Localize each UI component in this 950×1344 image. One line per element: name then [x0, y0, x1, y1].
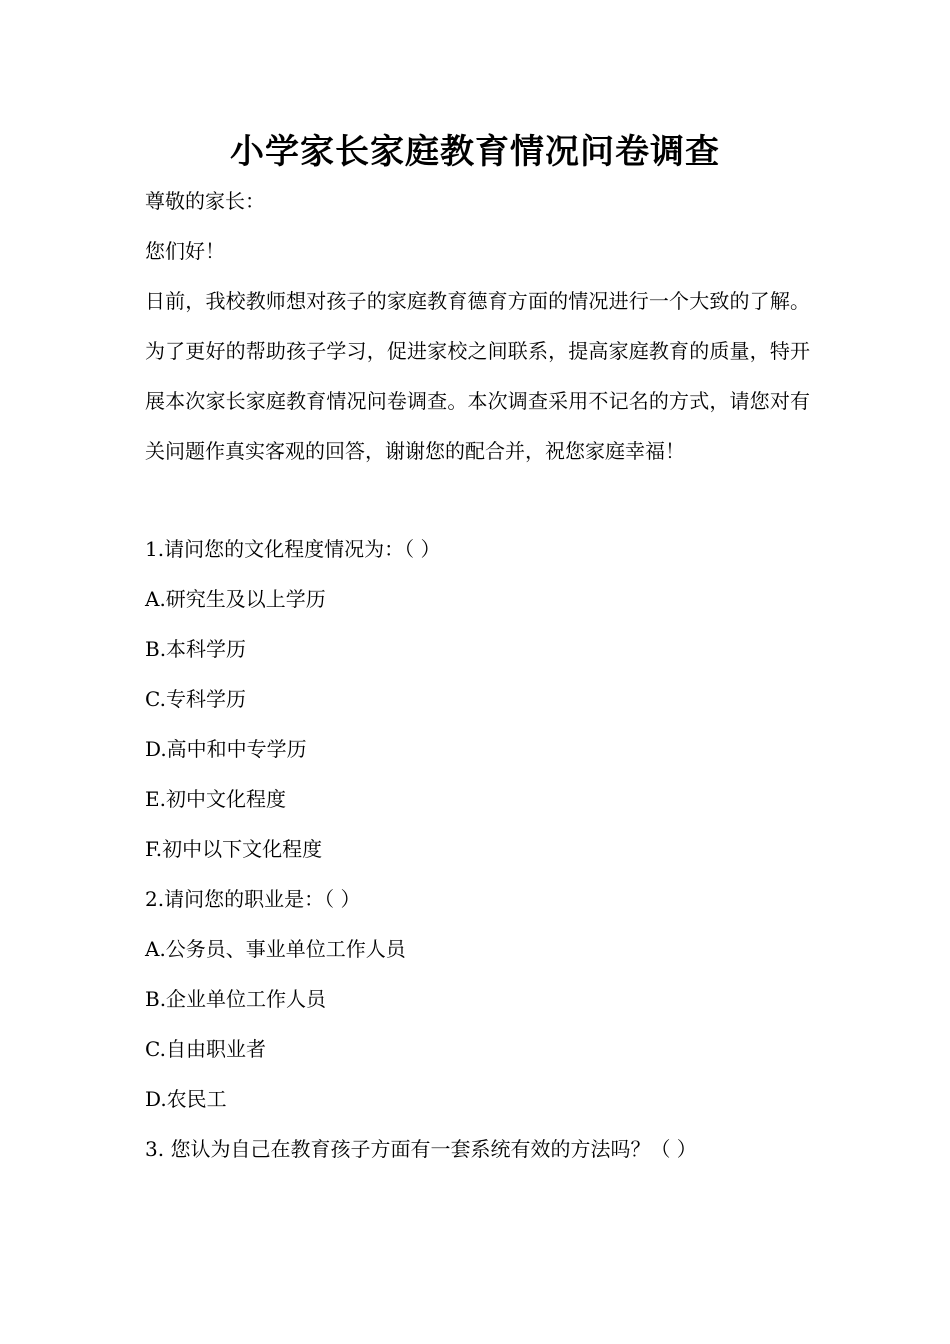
document-title: 小学家长家庭教育情况问卷调查 [230, 132, 720, 172]
option-item: A.研究生及以上学历 [145, 587, 326, 611]
option-item: E.初中文化程度 [145, 787, 286, 811]
intro-paragraph: 日前，我校教师想对孩子的家庭教育德育方面的情况进行一个大致的了解。为了更好的帮助孩子学习，促进家校之间联系，提高家庭教育的质量，特开展本次家长家庭教育情况问卷调查。本次调查采用不记名的方式，请您对有关问题作真实客观的回答，谢谢您的配合并，祝您家庭幸福！ [145, 289, 810, 463]
salutation: 尊敬的家长： [145, 189, 265, 213]
document-body [145, 176, 810, 1174]
option-item: C.专科学历 [145, 687, 246, 711]
question-1 [145, 524, 810, 874]
greeting: 您们好！ [145, 239, 225, 263]
option-item: B.本科学历 [145, 637, 247, 661]
option-item: D.农民工 [145, 1087, 227, 1111]
question-text: 3. 您认为自己在教育孩子方面有一套系统有效的方法吗？（ ） [145, 1137, 697, 1161]
question-3 [145, 1124, 810, 1174]
option-item: F.初中以下文化程度 [145, 837, 323, 861]
question-text: 1.请问您的文化程度情况为：（ ） [145, 537, 441, 561]
option-item: D.高中和中专学历 [145, 737, 307, 761]
option-item: B.企业单位工作人员 [145, 987, 327, 1011]
paragraph-spacer [145, 476, 810, 524]
option-item: C.自由职业者 [145, 1037, 266, 1061]
question-2 [145, 874, 810, 1124]
question-text: 2.请问您的职业是：（ ） [145, 887, 361, 911]
option-item: A.公务员、事业单位工作人员 [145, 937, 406, 961]
